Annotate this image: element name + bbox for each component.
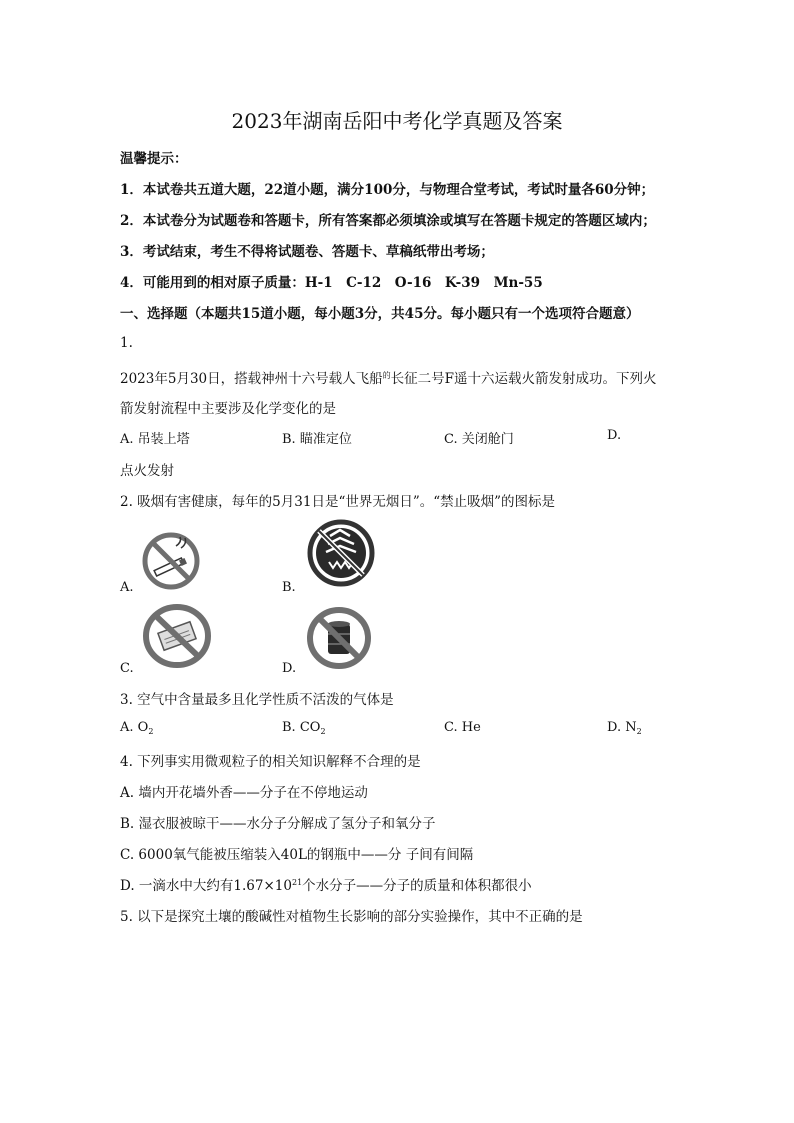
tip-2: 2．本试卷分为试题卷和答题卡，所有答案都必须填涂或填写在答题卡规定的答题区域内； [120,213,656,229]
q1-option-b: B. 瞄准定位 [282,432,352,447]
section-heading: 一、选择题（本题共15道小题，每小题3分，共45分。每小题只有一个选项符合题意） [120,306,640,322]
q5-stem: 5. 以下是探究土壤的酸碱性对植物生长影响的部分实验操作，其中不正确的是 [120,909,583,925]
q1-stem-line2: 箭发射流程中主要涉及化学变化的是 [120,401,336,417]
q1-option-c: C. 关闭舱门 [444,432,514,447]
q1-stem-b: 的 [382,371,391,380]
q3-option-b-sub: 2 [320,727,326,736]
q1-stem-a: 2023年5月30日，搭载神州十六号载人飞船 [120,371,383,387]
q4-option-d-pre: D. 一滴水中大约有1.67×10 [120,878,292,894]
tip-1: 1．本试卷共五道大题，22道小题，满分100分，与物理合堂考试，考试时量各60分钟； [120,182,655,198]
tip-3: 3．考试结束，考生不得将试题卷、答题卡、草稿纸带出考场； [120,244,494,260]
q1-option-a: A. 吊装上塔 [120,432,190,447]
q3-option-d [607,720,642,736]
q4-option-c: C. 6000氧气能被压缩装入40L的钢瓶中——分 子间有间隔 [120,847,474,863]
q3-option-d-text: D. N [607,720,637,735]
q3-option-c [444,720,481,736]
q1-option-d-label: D. [607,428,622,443]
page-title: 2023年湖南岳阳中考化学真题及答案 [231,109,563,133]
q3-option-a [120,720,153,736]
q4-option-b: B. 湿衣服被晾干——水分子分解成了氢分子和氧分子 [120,816,436,832]
q3-option-b-text: B. CO [282,720,321,735]
q4-stem: 4. 下列事实用微观粒子的相关知识解释不合理的是 [120,754,421,770]
no-fireworks-icon [304,516,378,590]
q2-label-b: B. [282,580,296,595]
q3-option-b [282,720,326,736]
no-matches-icon [142,603,212,669]
q3-option-d-sub: 2 [636,727,642,736]
q3-option-a-sub: 2 [148,727,154,736]
q1-option-d-text: 点火发射 [120,463,174,479]
q4-option-d [120,874,532,894]
q3-stem: 3. 空气中含量最多且化学性质不活泼的气体是 [120,692,394,708]
q4-option-d-sup: 21 [291,878,303,887]
q2-stem: 2. 吸烟有害健康，每年的5月31日是“世界无烟日”。“禁止吸烟”的图标是 [120,494,556,510]
q2-label-d: D. [282,661,297,676]
q2-label-c: C. [120,661,134,676]
q4-option-a: A. 墙内开花墙外香——分子在不停地运动 [120,785,368,801]
q2-label-a: A. [120,580,134,595]
tips-heading: 温馨提示： [120,151,188,167]
q3-option-a-text: A. O [120,720,149,735]
q1-number: 1. [120,335,133,351]
no-smoking-cigarette-icon [140,530,202,592]
q1-stem-c: 长征二号F遥十六运载火箭发射成功。下列火 [390,371,657,387]
tip-4: 4．可能用到的相对原子质量：H-1 C-12 O-16 K-39 Mn-55 [120,275,543,291]
q1-stem-line1 [120,367,657,387]
q3-option-c-text: C. He [444,720,481,735]
q4-option-d-post: 个水分子——分子的质量和体积都很小 [302,878,532,894]
no-oil-barrel-icon [306,606,372,670]
